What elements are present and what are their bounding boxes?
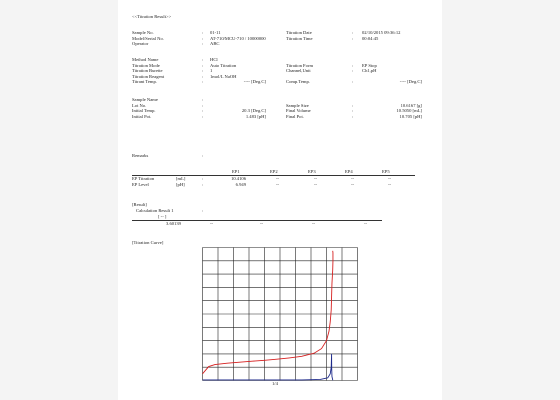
report-page [118, 0, 442, 400]
field-value: Auto Titration [210, 62, 237, 68]
field-colon-2: : [352, 30, 354, 35]
ep-header-2: EP2 [270, 169, 278, 174]
curve-label: [Titration Curve] [132, 240, 164, 245]
field-value-2: 10.5050 [mL] [396, 108, 422, 114]
ep-row-label: EP Level [132, 181, 149, 187]
field-label: Titration Reagent [132, 73, 165, 79]
field-value: 01-11 [210, 30, 221, 35]
field-label: Model/Serial No. [132, 35, 164, 41]
field-value-2: 00:04:45 [362, 35, 379, 41]
report-title: <<Titration Result>> [132, 14, 172, 19]
ep-header-1: EP1 [232, 169, 240, 174]
ep-cell: 10.4106 [231, 176, 246, 181]
field-colon: : [202, 35, 204, 41]
field-value: AT-710/MCU-710 / 10000000 [210, 35, 266, 41]
ep-header-5: EP5 [382, 169, 390, 174]
field-colon-2: : [352, 68, 354, 74]
field-colon: : [202, 102, 204, 108]
ep-cell: -- [351, 176, 355, 181]
ep-cell: -- [388, 181, 392, 187]
remarks-colon: : [202, 153, 204, 158]
field-colon: : [202, 68, 204, 74]
field-colon-2: : [352, 62, 354, 68]
field-label: Titrant Temp. [132, 79, 157, 85]
page-number: 1/4 [272, 381, 278, 386]
ep-cell: 6.949 [235, 181, 246, 187]
ep-cell: -- [276, 181, 280, 187]
field-colon: : [202, 108, 204, 114]
field-label-2: Titration Date [286, 30, 312, 35]
field-label: Initial Temp. [132, 108, 156, 114]
field-colon: : [202, 41, 204, 47]
field-label: Lot No. [132, 102, 147, 108]
field-label: Method Name [132, 57, 159, 62]
field-label-2: Channel,Unit [286, 68, 311, 74]
field-label: Titration Burette [132, 68, 163, 74]
ep-table-top-rule [132, 175, 415, 176]
curve-series-1 [203, 251, 333, 374]
field-value-2: 02/10/2015 09:36:12 [362, 30, 401, 35]
ep-cell: -- [314, 181, 318, 187]
field-value-2: 10.705 [pH] [399, 113, 422, 119]
field-colon-2: : [352, 79, 354, 85]
field-label: Sample No. [132, 30, 154, 35]
result-value: -- [210, 221, 214, 226]
field-colon: : [202, 57, 204, 62]
field-label-2: Sample Size [286, 102, 309, 108]
field-value: ABC [210, 41, 220, 47]
result-label: [Result] [132, 202, 147, 207]
ep-row-colon: : [202, 176, 204, 181]
field-value-2: Ch1,pH [362, 68, 377, 74]
field-value: 1.483 [pH] [245, 113, 266, 119]
ep-row-unit: [mL] [176, 176, 186, 181]
result-value: 3.60139 [166, 221, 181, 226]
field-label: Sample Name [132, 97, 158, 102]
field-value-2: EP Stop [362, 62, 377, 68]
field-value: 1mol/L NaOH [210, 73, 237, 79]
titration-curve-chart [202, 247, 358, 381]
field-value: ---- [Deg.C] [243, 79, 266, 85]
ep-cell: -- [388, 176, 392, 181]
field-colon-2: : [352, 108, 354, 114]
field-colon: : [202, 97, 204, 102]
field-colon: : [202, 62, 204, 68]
field-colon-2: : [352, 35, 354, 41]
ep-row-unit: [pH] [176, 181, 185, 187]
field-label-2: Titration Time [286, 35, 313, 41]
field-label-2: Titration Form [286, 62, 314, 68]
ep-cell: -- [351, 181, 355, 187]
field-value: HCl [210, 57, 218, 62]
field-colon-2: : [352, 102, 354, 108]
field-colon: : [202, 73, 204, 79]
field-colon: : [202, 113, 204, 119]
field-label-2: Final Volume [286, 108, 311, 114]
field-colon: : [202, 30, 204, 35]
field-value-2: 10.6167 [g] [400, 102, 422, 108]
field-label-2: Final Pot. [286, 113, 304, 119]
ep-row-colon: : [202, 181, 204, 187]
field-label: Initial Pot. [132, 113, 152, 119]
result-value: -- [260, 221, 264, 226]
result-value: -- [312, 221, 316, 226]
ep-header-3: EP3 [308, 169, 316, 174]
field-colon-2: : [352, 113, 354, 119]
result-value: -- [364, 221, 368, 226]
field-value-2: ---- [Deg.C] [399, 79, 422, 85]
ep-header-4: EP4 [345, 169, 353, 174]
field-value: 1 [210, 68, 213, 74]
field-colon: : [202, 79, 204, 85]
calculation-result-colon: : [202, 208, 204, 213]
ep-cell: -- [276, 176, 280, 181]
ep-row-label: EP Titration [132, 176, 155, 181]
field-label: Titration Mode [132, 62, 160, 68]
field-label-2: Comp.Temp. [286, 79, 310, 85]
field-label: Operator [132, 41, 149, 47]
ep-cell: -- [314, 176, 318, 181]
calculation-result-label: Calculation Result 1 [136, 208, 174, 213]
remarks-label: Remarks [132, 153, 149, 158]
field-value: 20.3 [Deg.C] [241, 108, 266, 114]
calculation-result-unit: [ -- ] [158, 214, 167, 219]
